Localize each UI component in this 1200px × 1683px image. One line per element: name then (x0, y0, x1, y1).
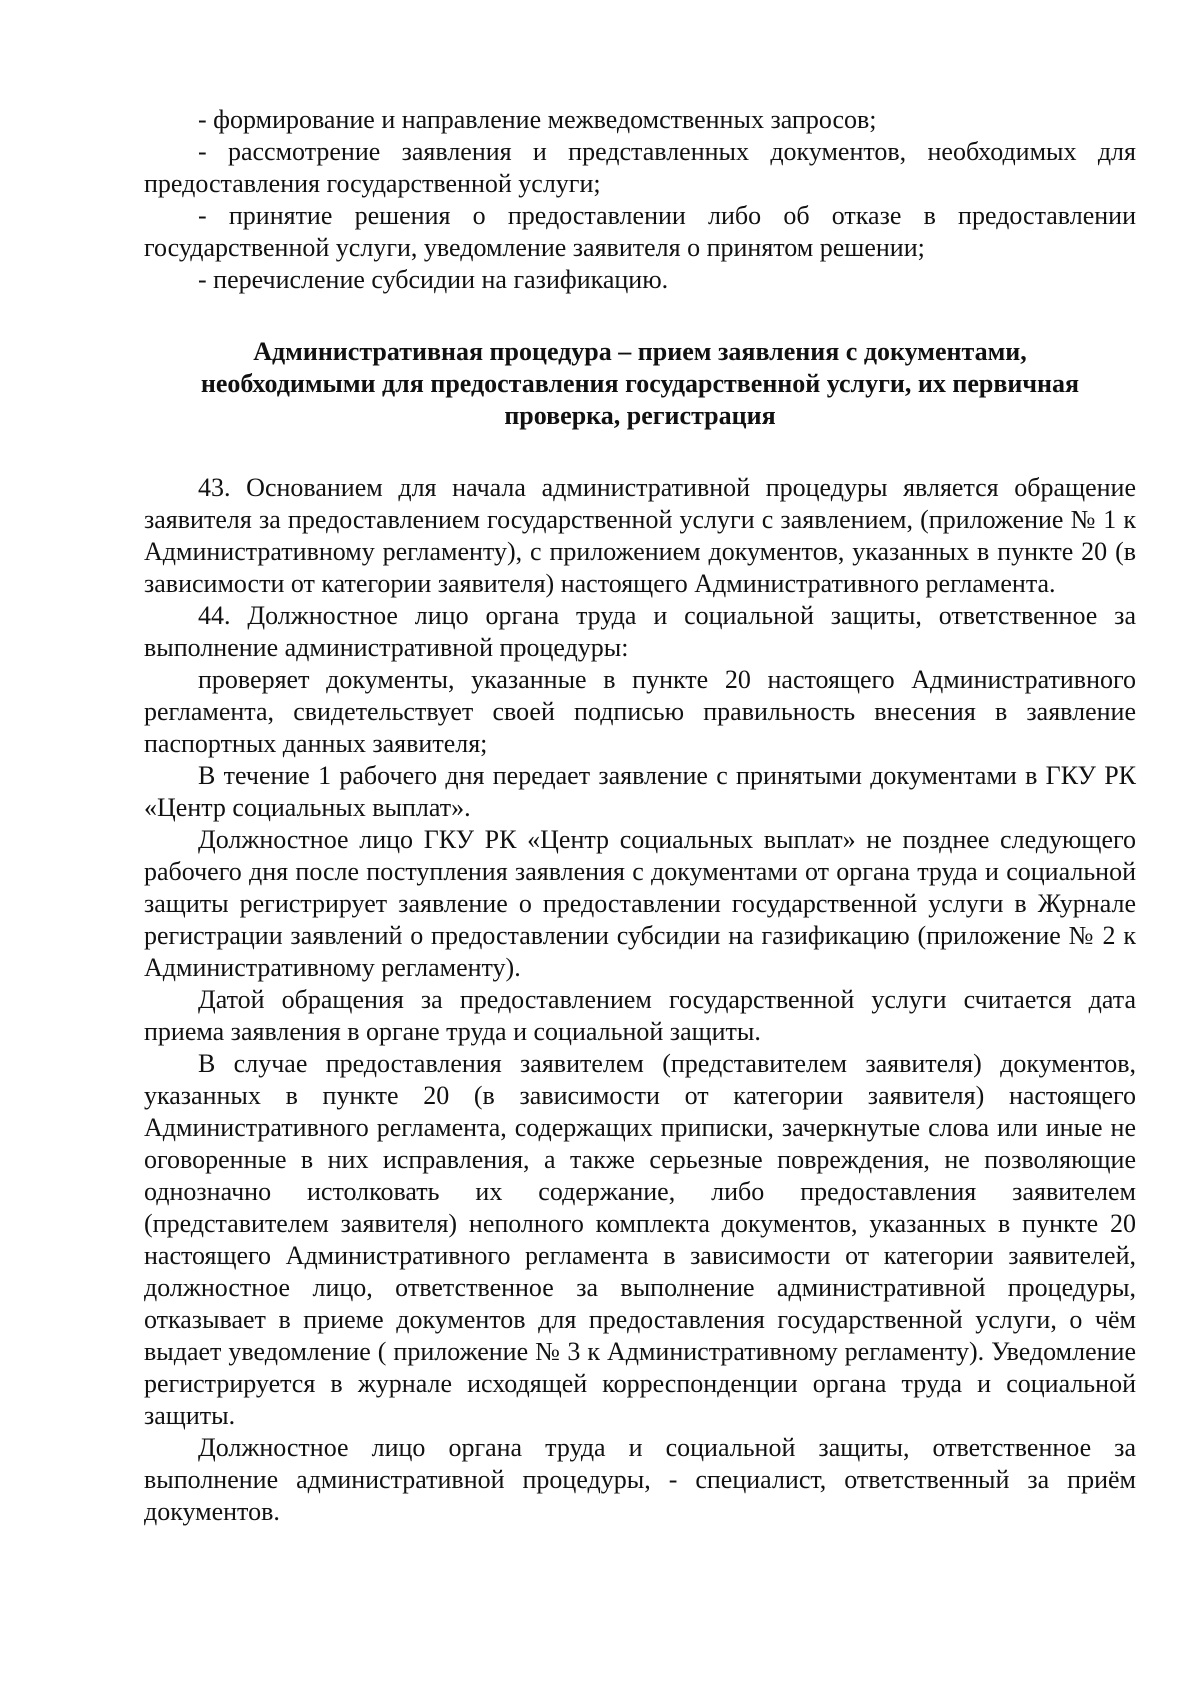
paragraph-refusal: В случае предоставления заявителем (представителем заявителя) документов, указанных в пункте 20 (в зависимости от категории заявителя) настоящего Административного регламента, содержащих приписки, зачеркнутые слова или иные не оговоренные в них исправления, а также серьезные повреждения, не позволяющие однозначно истолковать их содержание, либо предоставления заявителем (представителем заявителя) неполного комплекта документов, указанных в пункте 20 настоящего Административного регламента в зависимости от категории заявителей, должностное лицо, ответственное за выполнение административной процедуры, отказывает в приеме документов для предоставления государственной услуги, о чём выдает уведомление ( приложение № 3 к Административному регламенту). Уведомление регистрируется в журнале исходящей корреспонденции органа труда и социальной защиты. (144, 1049, 1136, 1430)
intro-item-application-review: - рассмотрение заявления и представленных документов, необходимых для предоставления государственной услуги; (144, 137, 1136, 198)
paragraph-transfer-application: В течение 1 рабочего дня передает заявление с принятыми документами в ГКУ РК «Центр социальных выплат». (144, 761, 1136, 822)
section-heading (144, 336, 1136, 432)
section-heading-line: проверка, регистрация (504, 401, 776, 430)
paragraph-44: 44. Должностное лицо органа труда и социальной защиты, ответственное за выполнение административной процедуры: (144, 601, 1136, 662)
paragraph-43: 43. Основанием для начала административной процедуры является обращение заявителя за предоставлением государственной услуги с заявлением, (приложение № 1 к Административному регламенту), с приложением документов, указанных в пункте 20 (в зависимости от категории заявителя) настоящего Административного регламента. (144, 473, 1136, 598)
intro-item-decision: - принятие решения о предоставлении либо об отказе в предоставлении государственной услуги, уведомление заявителя о принятом решении; (144, 201, 1136, 262)
paragraph-responsible-official: Должностное лицо органа труда и социальной защиты, ответственное за выполнение административной процедуры, - специалист, ответственный за приём документов. (144, 1433, 1136, 1526)
section-heading-line: Административная процедура – прием заявления с документами, (253, 337, 1027, 366)
paragraph-checks-documents: проверяет документы, указанные в пункте 20 настоящего Административного регламента, свидетельствует своей подписью правильность внесения в заявление паспортных данных заявителя; (144, 665, 1136, 758)
paragraph-application-date: Датой обращения за предоставлением государственной услуги считается дата приема заявления в органе труда и социальной защиты. (144, 985, 1136, 1046)
intro-item-subsidy-transfer: - перечисление субсидии на газификацию. (198, 265, 669, 294)
document-page (144, 104, 1136, 1528)
intro-item-interagency-requests: - формирование и направление межведомственных запросов; (198, 105, 877, 134)
section-heading-line: необходимыми для предоставления государственной услуги, их первичная (200, 369, 1080, 398)
paragraph-registration: Должностное лицо ГКУ РК «Центр социальных выплат» не позднее следующего рабочего дня после поступления заявления с документами от органа труда и социальной защиты регистрирует заявление о предоставлении государственной услуги в Журнале регистрации заявлений о предоставлении субсидии на газификацию (приложение № 2 к Административному регламенту). (144, 825, 1136, 982)
